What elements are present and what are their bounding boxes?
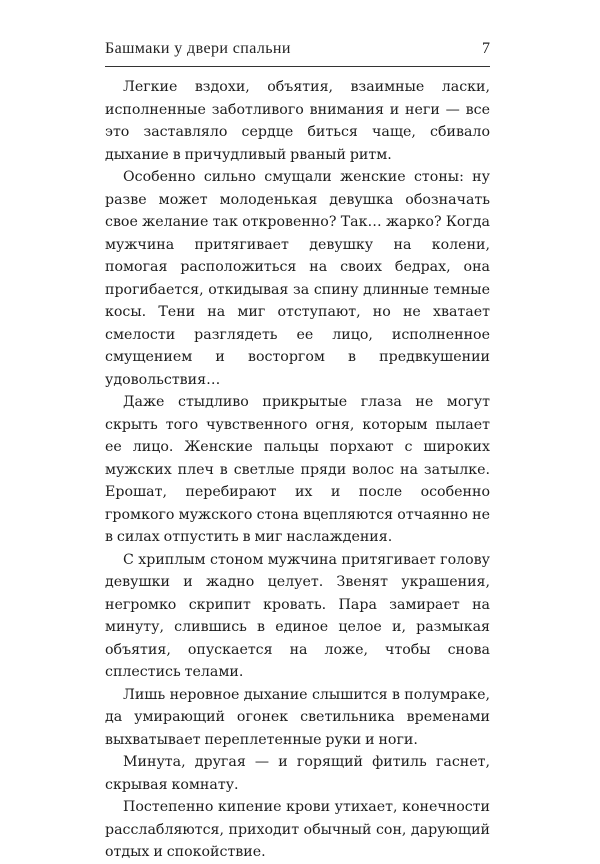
page-number: 7 [482,40,490,57]
paragraph: Лишь неровное дыхание слышится в полумраке, да умирающий огонек светильника временами выхватывает переплетенные руки и ноги. [105,686,490,748]
paragraph: Легкие вздохи, объятия, взаимные ласки, исполненные заботливого внимания и неги — все это заставляло сердце биться чаще, сбивало дыхание в причудливый рваный ритм. [105,79,490,163]
paragraph: Даже стыдливо прикрытые глаза не могут скрыть того чувственного огня, которым пылает ее лицо. Женские пальцы порхают с широких мужских плеч в светлые пряди волос на затылке. Ерошат, перебирают их и после особенно громкого мужского стона вцепляются отчаянно не в силах отпустить в миг наслаждения. [105,394,490,545]
paragraph: Постепенно кипение крови утихает, конечности расслабляются, приходит обычный сон, дарующий отдых и спокойствие. [105,799,490,860]
paragraph: С хриплым стоном мужчина притягивает голову девушки и жадно целует. Звенят украшения, негромко скрипит кровать. Пара замирает на минуту, слившись в единое целое и, размыкая объятия, опускается на ложе, чтобы снова сплестись телами. [105,551,490,680]
body-text [105,76,490,864]
paragraph: Особенно сильно смущали женские стоны: ну разве может молоденькая девушка обозначать свое желание так откровенно? Так… жарко? Когда мужчина притягивает девушку на колени, помогая расположиться на своих бедрах, она прогибается, откидывая за спину длинные темные косы. Тени на миг отступают, но не хватает смелости разглядеть ее лицо, исполненное смущением и восторгом в предвкушении удовольствия… [105,169,490,388]
running-title: Башмаки у двери спальни [105,40,291,57]
page-header [105,36,490,67]
paragraph: Минута, другая — и горящий фитиль гаснет, скрывая комнату. [105,754,490,793]
